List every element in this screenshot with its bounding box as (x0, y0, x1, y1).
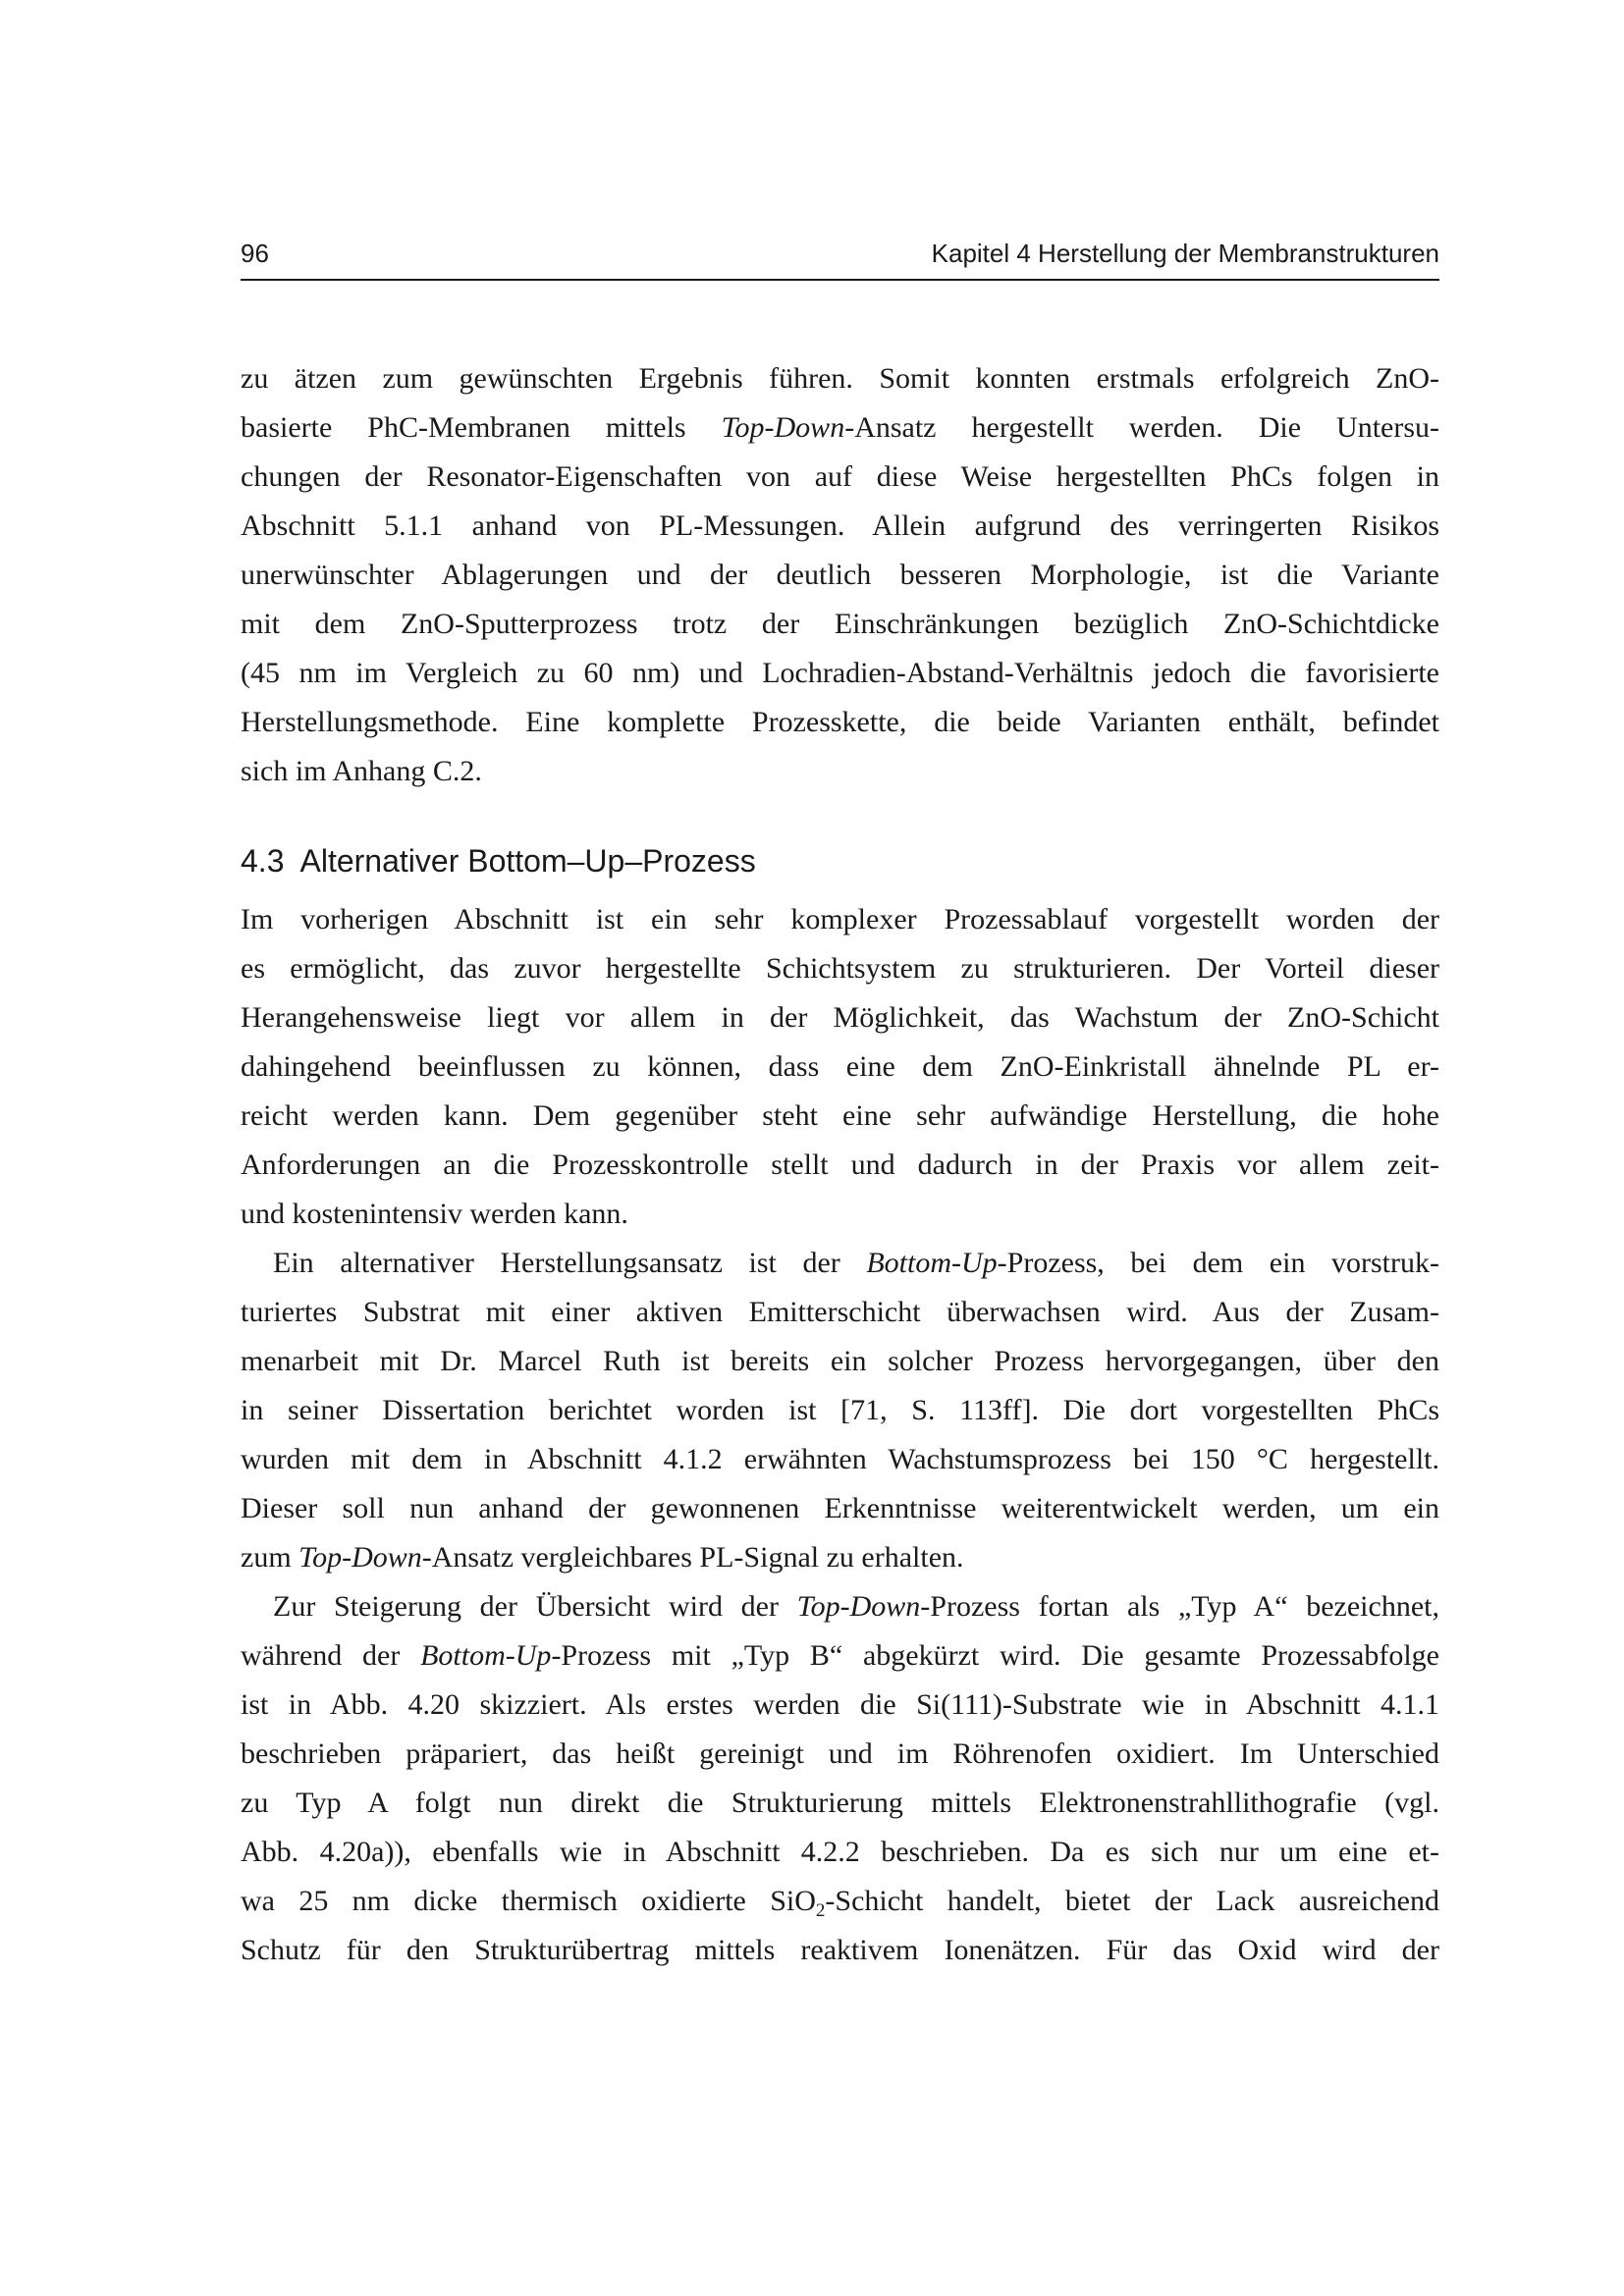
text-segment: unerwünschter Ablagerungen und der deutlich besseren Morphologie, ist die Variante (241, 559, 1439, 591)
paragraph (241, 895, 1439, 1239)
text-segment: -Ansatz vergleichbares PL-Signal zu erhalten. (421, 1541, 964, 1574)
text-segment: während der (241, 1639, 421, 1672)
text-segment: sich im Anhang C.2. (241, 755, 482, 787)
italic-term: Top-Down (721, 411, 845, 444)
text-line (241, 1926, 1439, 1975)
text-segment: beschrieben präpariert, das heißt gereinigt und im Röhrenofen oxidiert. Im Unterschied (241, 1737, 1439, 1770)
page-number: 96 (241, 239, 269, 268)
section-heading: 4.3 Alternativer Bottom–Up–Prozess (241, 843, 756, 879)
text-line (241, 1239, 1439, 1288)
text-segment: -Ansatz hergestellt werden. Die Untersu- (844, 411, 1439, 444)
text-segment: Zur Steigerung der Übersicht wird der (273, 1590, 797, 1623)
text-segment: turiertes Substrat mit einer aktiven Emitterschicht überwachsen wird. Aus der Zusam- (241, 1296, 1439, 1328)
text-line (241, 1779, 1439, 1828)
text-segment: -Prozess, bei dem ein vorstruk- (997, 1247, 1439, 1279)
text-line (241, 1730, 1439, 1779)
text-line (241, 1092, 1439, 1141)
paragraph (241, 354, 1439, 796)
text-segment: Abb. 4.20a)), ebenfalls wie in Abschnitt 4.2.2 beschrieben. Da es sich nur um eine et- (241, 1836, 1439, 1868)
text-segment: Im vorherigen Abschnitt ist ein sehr komplexer Prozessablauf vorgestellt worden der (241, 903, 1439, 935)
italic-term: Bottom-Up (866, 1247, 998, 1279)
text-segment: reicht werden kann. Dem gegenüber steht eine sehr aufwändige Herstellung, die hohe (241, 1099, 1439, 1132)
text-segment: mit dem ZnO-Sputterprozess trotz der Einschränkungen bezüglich ZnO-Schichtdicke (241, 608, 1439, 640)
text-line (241, 1190, 1439, 1239)
running-title: Kapitel 4 Herstellung der Membranstrukturen (931, 239, 1439, 268)
text-line (241, 551, 1439, 600)
text-segment: zum (241, 1541, 299, 1574)
text-line (241, 1042, 1439, 1092)
text-line (241, 403, 1439, 453)
text-line (241, 1141, 1439, 1190)
text-line (241, 1533, 1439, 1582)
text-line (241, 944, 1439, 993)
text-segment: dahingehend beeinflussen zu können, dass eine dem ZnO-Einkristall ähnelnde PL er- (241, 1050, 1439, 1083)
text-segment: Herstellungsmethode. Eine komplette Prozesskette, die beide Varianten enthält, befindet (241, 706, 1439, 738)
text-segment: -Schicht handelt, bietet der Lack ausreichend (825, 1885, 1439, 1917)
paragraph (241, 1582, 1439, 1975)
text-segment: Dieser soll nun anhand der gewonnenen Erkenntnisse weiterentwickelt werden, um ein (241, 1492, 1439, 1524)
italic-term: Top-Down (796, 1590, 921, 1623)
text-line (241, 354, 1439, 403)
text-line (241, 1877, 1439, 1926)
text-segment: zu ätzen zum gewünschten Ergebnis führen. Somit konnten erstmals erfolgreich ZnO- (241, 362, 1439, 395)
text-line (241, 1681, 1439, 1730)
text-segment: und kostenintensiv werden kann. (241, 1198, 628, 1230)
text-segment: menarbeit mit Dr. Marcel Ruth ist bereits ein solcher Prozess hervorgegangen, über den (241, 1345, 1439, 1377)
paragraph (241, 1239, 1439, 1582)
text-line (241, 747, 1439, 796)
text-segment: -Prozess mit „Typ B“ abgekürzt wird. Die gesamte Prozessabfolge (551, 1639, 1439, 1672)
text-segment: zu Typ A folgt nun direkt die Strukturierung mittels Elektronenstrahllithografie (vgl. (241, 1787, 1439, 1819)
text-segment: Anforderungen an die Prozesskontrolle stellt und dadurch in der Praxis vor allem zeit- (241, 1148, 1439, 1181)
italic-term: Top-Down (298, 1541, 422, 1574)
text-segment: -Prozess fortan als „Typ A“ bezeichnet, (920, 1590, 1439, 1623)
text-line (241, 1288, 1439, 1337)
text-segment: Herangehensweise liegt vor allem in der Möglichkeit, das Wachstum der ZnO-Schicht (241, 1001, 1439, 1034)
text-line (241, 453, 1439, 502)
text-line (241, 502, 1439, 551)
text-line (241, 895, 1439, 944)
text-segment: Abschnitt 5.1.1 anhand von PL-Messungen. Allein aufgrund des verringerten Risikos (241, 509, 1439, 542)
text-segment: wa 25 nm dicke thermisch oxidierte SiO (241, 1885, 816, 1917)
text-line (241, 993, 1439, 1042)
text-segment: Schutz für den Strukturübertrag mittels reaktivem Ionenätzen. Für das Oxid wird der (241, 1934, 1439, 1966)
text-line (241, 1337, 1439, 1386)
text-segment: Ein alternativer Herstellungsansatz ist der (273, 1247, 867, 1279)
italic-term: Bottom-Up (420, 1639, 552, 1672)
running-header (241, 239, 1439, 274)
text-line (241, 1631, 1439, 1681)
text-line (241, 1386, 1439, 1435)
text-segment: ist in Abb. 4.20 skizziert. Als erstes werden die Si(111)-Substrate wie in Abschnitt 4.1.1 (241, 1688, 1439, 1721)
subscript: 2 (815, 1900, 826, 1921)
text-segment: wurden mit dem in Abschnitt 4.1.2 erwähnten Wachstumsprozess bei 150 °C hergestellt. (241, 1443, 1439, 1475)
text-line (241, 1828, 1439, 1877)
text-line (241, 698, 1439, 747)
text-segment: chungen der Resonator-Eigenschaften von auf diese Weise hergestellten PhCs folgen in (241, 460, 1439, 493)
text-segment: (45 nm im Vergleich zu 60 nm) und Lochradien-Abstand-Verhältnis jedoch die favorisierte (241, 657, 1439, 689)
text-line (241, 1484, 1439, 1533)
text-segment: in seiner Dissertation berichtet worden ist [71, S. 113ff]. Die dort vorgestellten PhCs (241, 1394, 1439, 1426)
text-segment: es ermöglicht, das zuvor hergestellte Schichtsystem zu strukturieren. Der Vorteil dieser (241, 952, 1439, 985)
text-line (241, 649, 1439, 698)
text-line (241, 600, 1439, 649)
text-segment: basierte PhC-Membranen mittels (241, 411, 722, 444)
header-rule (241, 279, 1439, 281)
text-line (241, 1435, 1439, 1484)
text-line (241, 1582, 1439, 1631)
